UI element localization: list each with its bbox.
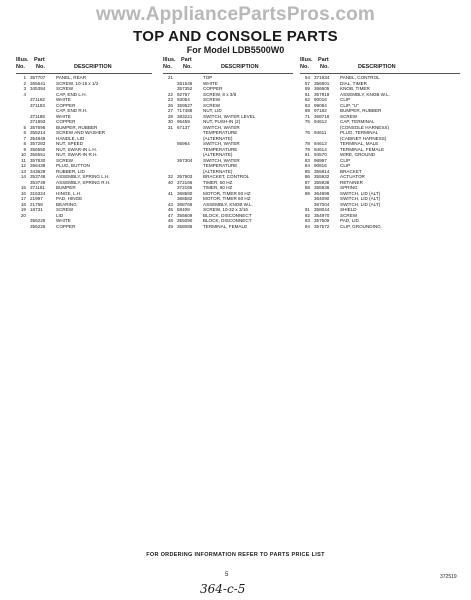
part-description: WHITE (56, 97, 71, 102)
part-description: BEARING (56, 201, 77, 207)
part-description: LID (56, 212, 64, 218)
part-description: CAP, END L.H. (56, 91, 87, 97)
item-number: 22 (167, 91, 173, 97)
part-description: TERMINAL, FEMALE (340, 146, 385, 152)
part-number: 364090 (314, 196, 330, 201)
part-number: 367919 (314, 91, 330, 97)
item-number: 84 (304, 163, 310, 168)
part-description: SCREW, 10-16 x 1/2 (56, 80, 99, 86)
item-number: 15 (20, 185, 26, 190)
part-description: BLOCK, DISCONNECT (203, 218, 252, 223)
part-number: 355938 (314, 179, 330, 185)
item-number: 45 (167, 207, 173, 212)
item-number: 2 (23, 80, 26, 86)
item-number: 21 (167, 75, 173, 80)
item-number: 75 (304, 119, 310, 124)
part-number: 99084 (314, 102, 327, 108)
part-number: 343628 (30, 168, 46, 174)
item-number: 83 (304, 157, 310, 163)
item-number: 62 (304, 97, 310, 102)
header-no2: No. (183, 64, 192, 70)
item-number: 7 (23, 135, 26, 141)
part-number: 355936 (314, 185, 330, 190)
column-header (300, 57, 460, 73)
part-description: SWITCH, LID (ALT) (340, 201, 381, 207)
part-description: BRACKET (340, 168, 362, 174)
item-number: 16 (20, 190, 26, 196)
part-description: COPPER (56, 119, 76, 124)
part-description: NUT, LID (203, 108, 222, 113)
part-number: 356226 (30, 223, 46, 229)
part-description: (ALTERNATE) (203, 135, 233, 141)
part-description: SCREW (56, 207, 74, 212)
model-subtitle: For Model LDB5500W0 (186, 45, 285, 55)
part-description: SCREW (203, 97, 221, 102)
item-number: 23 (167, 97, 173, 102)
header-description: DESCRIPTION (358, 64, 396, 70)
header-description: DESCRIPTION (221, 64, 259, 70)
part-description: WHITE (203, 80, 218, 86)
part-description: SPRING (340, 185, 358, 190)
ordering-note: FOR ORDERING INFORMATION REFER TO PARTS PRICE LIST (146, 552, 325, 558)
part-description: PLUG, TERMINAL (340, 130, 379, 135)
part-description: SCREW AND WASHER (56, 130, 106, 135)
item-number: 71 (304, 113, 310, 119)
part-number: 90816 (314, 163, 327, 168)
column-header (163, 57, 293, 73)
parts-column-3 (300, 57, 460, 229)
part-description: TEMPERATURE (203, 130, 238, 135)
part-number: 368580 (177, 190, 193, 196)
part-number: 366605 (314, 86, 330, 91)
part-number: 367004 (314, 201, 330, 207)
item-number: 93 (304, 218, 310, 223)
item-number: 13 (20, 168, 26, 174)
part-description: COPPER (56, 223, 76, 229)
part-description: (ALTERNATE) (203, 152, 233, 157)
item-number: 29 (167, 113, 173, 119)
part-description: BUMPER, RUBBER (340, 108, 382, 113)
part-description: CLIP (340, 157, 351, 163)
header-no: No. (163, 64, 172, 70)
item-number: 79 (304, 146, 310, 152)
part-description: ACTUATOR (340, 174, 365, 179)
part-number: 354849 (30, 135, 46, 141)
part-description: BLOCK, DISCONNECT (203, 212, 252, 218)
item-number: 41 (167, 190, 173, 196)
part-description: ASSEMBLY, SPRING R.H. (56, 179, 111, 185)
item-number: 49 (167, 223, 173, 229)
part-description: SCREW (56, 86, 74, 91)
part-number: 383221 (177, 113, 193, 119)
item-number: 17 (20, 196, 26, 201)
part-number: 94570 (314, 152, 327, 157)
header-no2: No. (36, 64, 45, 70)
part-number: 316324 (30, 190, 46, 196)
part-number: 359527 (177, 102, 193, 108)
part-description: PANEL, REAR (56, 75, 87, 80)
part-description: (CABINET HARNESS) (340, 135, 387, 141)
header-part: Part (318, 57, 329, 63)
part-description: WIRE, GROUND (340, 152, 375, 157)
part-description: SCREW, 8 x 3/8 (203, 91, 237, 97)
part-number: 371934 (314, 75, 330, 80)
part-description: TIMER, 60 HZ (203, 185, 233, 190)
part-number: 94614 (314, 146, 327, 152)
part-description: SCREW (340, 212, 358, 218)
part-description: TIMER, 50 HZ (203, 179, 233, 185)
part-number: 357903 (177, 174, 193, 179)
part-description: CAP, END R.H. (56, 108, 88, 113)
part-description: TEMPERATURE (203, 146, 238, 152)
part-number: 94611 (314, 130, 327, 135)
item-number: 10 (20, 152, 26, 157)
table-row (163, 224, 293, 230)
part-number: 94612 (314, 119, 327, 124)
item-number: 78 (304, 141, 310, 146)
part-number: 21997 (30, 196, 43, 201)
part-description: HINGE, L.H. (56, 190, 82, 196)
item-number: 57 (304, 80, 310, 86)
part-number: 367304 (177, 157, 193, 163)
header-illus: Illus. (16, 57, 29, 63)
part-description: BRACKET, CONTROL (203, 174, 250, 179)
part-description: SWITCH, WATER LEVEL (203, 113, 256, 119)
part-number: 361546 (177, 80, 193, 86)
part-number: 356438 (30, 163, 46, 168)
part-number: 93054 (177, 97, 190, 102)
parts-column-1 (16, 57, 152, 229)
parts-list (16, 75, 152, 229)
item-number: 63 (304, 102, 310, 108)
part-description: CLIP (340, 163, 351, 168)
part-description: BUMPER, RUBBER (56, 124, 98, 130)
part-description: COPPER (203, 86, 223, 91)
part-number: 371181 (30, 185, 45, 190)
part-description: NUT, SPEED (56, 141, 84, 146)
item-number: 88 (304, 185, 310, 190)
part-number: 358086 (177, 223, 193, 229)
part-number: 355609 (177, 212, 193, 218)
item-number: 47 (167, 212, 173, 218)
part-description: SHIELD (340, 207, 357, 212)
part-number: 95964 (177, 141, 190, 146)
watermark: www.AppliancePartsPros.com (95, 4, 376, 25)
part-number: 355814 (314, 168, 330, 174)
part-description: CLIP (340, 97, 351, 102)
part-number: 357283 (30, 141, 46, 146)
part-number: 353748 (30, 174, 46, 179)
part-number: 356225 (30, 218, 46, 223)
part-number: 94613 (314, 141, 327, 146)
header-description: DESCRIPTION (74, 64, 112, 70)
part-description: SCREW, 10-32 x 3/16 (203, 207, 248, 212)
part-number: 357707 (30, 75, 46, 80)
item-number: 11 (21, 157, 26, 163)
header-no2: No. (320, 64, 329, 70)
item-number: 61 (304, 91, 310, 97)
part-description: CLIP, GROUNDING (340, 223, 381, 229)
part-number: 357572 (314, 223, 330, 229)
header-rule (16, 73, 152, 74)
part-number: 353749 (30, 179, 46, 185)
item-number: 19 (20, 207, 26, 212)
part-description: KNOB, TIMER (340, 86, 370, 91)
part-description: ASSEMBLY, SPRING L.H. (56, 174, 110, 179)
part-number: 357609 (314, 218, 330, 223)
item-number: 92 (304, 212, 310, 218)
part-description: NUT, PUSH-IN (2) (203, 119, 241, 124)
part-description: PANEL, CONTROL (340, 75, 380, 80)
item-number: 87 (304, 179, 310, 185)
part-description: ASSEMBLY, KNOB W.L. (340, 91, 390, 97)
part-number: 345384 (30, 86, 46, 91)
part-number: 355090 (177, 218, 193, 223)
item-number: 43 (167, 201, 173, 207)
part-description: NUT, SWAR-IN L.H. (56, 146, 97, 152)
part-number: 372166 (177, 179, 193, 185)
parts-column-2 (163, 57, 293, 229)
part-number: 96459 (177, 119, 190, 124)
part-number: 98997 (314, 157, 327, 163)
part-number: 356550 (30, 146, 46, 152)
part-number: 364899 (314, 190, 330, 196)
part-number: 97182 (314, 108, 327, 113)
item-number: 1 (23, 75, 26, 80)
part-description: RETAINER (340, 179, 363, 185)
header-illus: Illus. (300, 57, 313, 63)
part-number: 90016 (314, 97, 327, 102)
item-number: 6 (23, 130, 26, 135)
part-number: 67137 (177, 124, 190, 130)
part-description: MOTOR, TIMER 60 HZ (203, 196, 251, 201)
item-number: 76 (304, 130, 310, 135)
item-number: 40 (167, 179, 173, 185)
header-no: No. (16, 64, 25, 70)
part-description: TOP (203, 75, 213, 80)
item-number: 32 (167, 174, 173, 179)
part-number: 368716 (314, 113, 330, 119)
part-description: SWITCH, WATER (203, 157, 240, 163)
table-row (16, 224, 152, 230)
part-number: 371993 (30, 119, 46, 124)
part-description: PLUG, BUTTON (56, 163, 90, 168)
part-number: 368766 (177, 201, 193, 207)
part-number: 357696 (30, 124, 46, 130)
part-number: 365641 (30, 80, 46, 86)
part-description: ASSEMBLY, KNOB W.L. (203, 201, 253, 207)
part-description: TERMINAL, FEMALE (203, 223, 248, 229)
item-number: 18 (20, 201, 26, 207)
part-number: 371188 (30, 113, 45, 119)
part-number: 357352 (177, 86, 193, 91)
item-number: 81 (304, 152, 310, 157)
part-number: 371182 (30, 97, 45, 102)
item-number: 12 (20, 163, 26, 168)
item-number: 14 (20, 174, 26, 179)
part-number: 368582 (177, 196, 193, 201)
part-number: 92767 (177, 91, 190, 97)
part-description: SWITCH, WATER (203, 141, 240, 146)
part-description: WHITE (56, 113, 71, 119)
item-number: 5 (23, 124, 26, 130)
part-description: CAP, TERMINAL (340, 119, 375, 124)
part-description: NUT, SWAR-IN R.H. (56, 152, 98, 157)
part-description: CLIP, "U" (340, 102, 359, 108)
handwritten-note: 364-c-5 (200, 582, 246, 596)
part-number: 371183 (30, 102, 45, 108)
item-number: 4 (23, 91, 26, 97)
header-no: No. (300, 64, 309, 70)
item-number: 30 (167, 119, 173, 124)
part-description: TEMPERATURE (203, 163, 238, 168)
part-description: SWITCH, LID (ALT) (340, 190, 381, 196)
item-number: 89 (304, 190, 310, 196)
item-number: 20 (20, 212, 26, 218)
part-description: DIAL, TIMER (340, 80, 367, 86)
part-number: 356601 (314, 80, 330, 86)
header-illus: Illus. (163, 57, 176, 63)
part-description: SCREW (340, 113, 358, 119)
part-number: 355214 (30, 130, 46, 135)
page-title: TOP AND CONSOLE PARTS (133, 28, 338, 45)
part-number: 18731 (30, 207, 43, 212)
item-number: 3 (23, 86, 26, 91)
part-number: 354970 (314, 212, 330, 218)
parts-list (300, 75, 460, 229)
item-number: 59 (304, 86, 310, 91)
part-description: SWITCH, WATER (203, 124, 240, 130)
item-number: 26 (167, 102, 173, 108)
part-number: 358044 (314, 207, 330, 212)
item-number: 54 (304, 75, 310, 80)
part-number: 356551 (30, 152, 46, 157)
part-description: RUBBER, LID (56, 168, 85, 174)
part-description: PAD, LID (340, 218, 359, 223)
part-description: SCREW (56, 157, 74, 163)
part-description: PAD, HINGE (56, 196, 83, 201)
part-description: HANDLE, LID (56, 135, 85, 141)
part-number: 58408 (177, 207, 190, 212)
item-number: 94 (304, 223, 310, 229)
header-rule (163, 73, 293, 74)
item-number: 86 (304, 174, 310, 179)
part-number: 355932 (314, 174, 330, 179)
part-description: COPPER (56, 102, 76, 108)
column-header (16, 57, 152, 73)
item-number: 85 (304, 168, 310, 174)
item-number: 31 (167, 124, 173, 130)
part-description: SWITCH, LID (ALT) (340, 196, 381, 201)
header-part: Part (34, 57, 45, 63)
table-row (300, 224, 460, 230)
part-number: 372165 (177, 185, 193, 190)
item-number: 69 (304, 108, 310, 113)
part-number: 21758 (30, 201, 43, 207)
header-part: Part (181, 57, 192, 63)
parts-list (163, 75, 293, 229)
part-number: 717488 (177, 108, 193, 113)
part-description: WHITE (56, 218, 71, 223)
item-number: 91 (304, 207, 310, 212)
part-description: (ALTERNATE) (203, 168, 233, 174)
item-number: 27 (167, 108, 173, 113)
part-description: SCREW (203, 102, 221, 108)
item-number: 8 (23, 141, 26, 146)
page-number: 5 (225, 572, 229, 578)
document-number: 372519 (440, 574, 457, 580)
part-number: 357830 (30, 157, 46, 163)
header-rule (300, 73, 460, 74)
item-number: 9 (23, 146, 26, 152)
part-description: (CONSOLE HARNESS) (340, 124, 390, 130)
part-description: MOTOR, TIMER 50 HZ (203, 190, 251, 196)
item-number: 48 (167, 218, 173, 223)
part-description: BUMPER (56, 185, 76, 190)
part-description: TERMINAL, MALE (340, 141, 379, 146)
